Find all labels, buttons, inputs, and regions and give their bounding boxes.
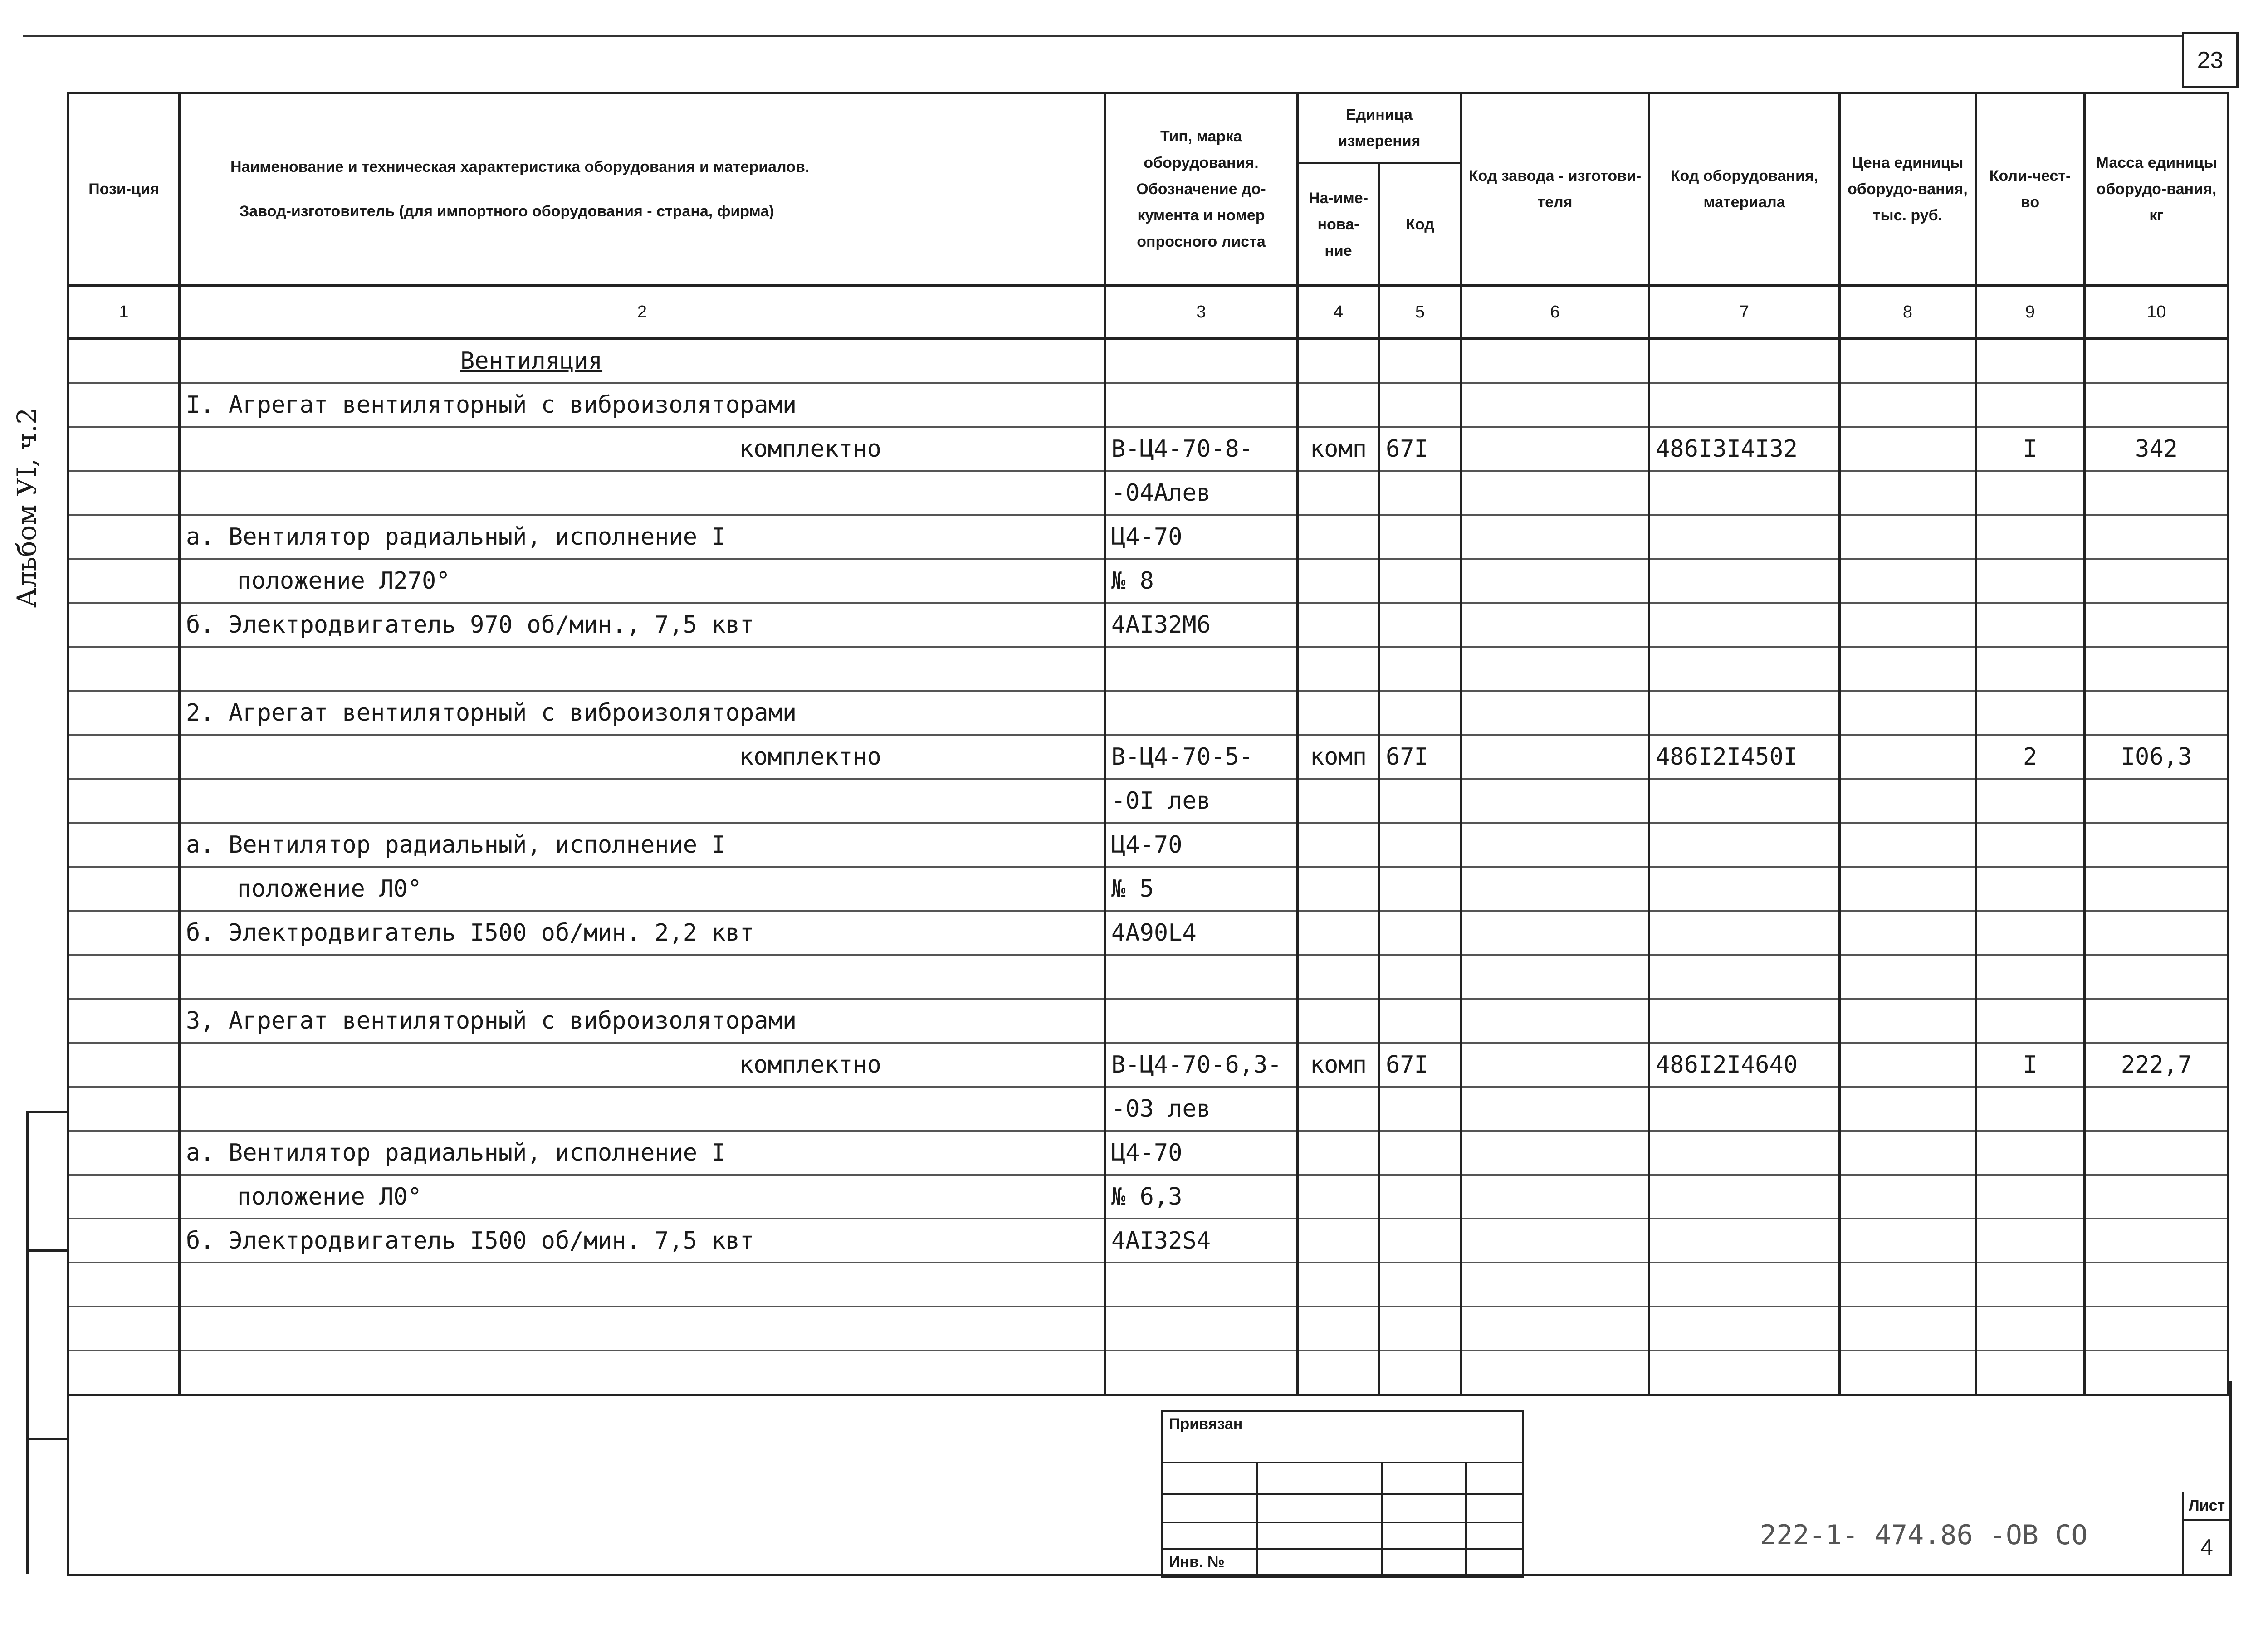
cell-plant-code (1461, 911, 1649, 955)
cell-plant-code (1461, 955, 1649, 999)
cell-unit-code (1379, 691, 1461, 735)
cell-price (1840, 823, 1976, 867)
cell-mass (2085, 339, 2229, 383)
side-strip-divider (26, 1438, 69, 1440)
cell-equipment-code (1649, 1087, 1840, 1131)
header-type: Тип, марка оборудования. Обозначение до-кумента и номер опросного листа (1105, 93, 1298, 286)
cell-unit (1298, 471, 1379, 515)
cell-type (1105, 647, 1298, 691)
cell-mass (2085, 999, 2229, 1043)
cell-plant-code (1461, 1043, 1649, 1087)
header-equipment-code: Код оборудования, материала (1649, 93, 1840, 286)
cell-unit (1298, 603, 1379, 647)
cell-unit-code (1379, 603, 1461, 647)
cell-name: 3, Агрегат вентиляторный с виброизоляторами (180, 999, 1105, 1043)
cell-equipment-code: 486I2I4640 (1649, 1043, 1840, 1087)
cell-mass (2085, 647, 2229, 691)
cell-price (1840, 1307, 1976, 1351)
cell-quantity (1976, 691, 2085, 735)
cell-unit-code: 67I (1379, 1043, 1461, 1087)
cell-unit-code (1379, 955, 1461, 999)
header-unit-group: Единица измерения (1298, 93, 1461, 163)
cell-quantity (1976, 823, 2085, 867)
cell-mass (2085, 955, 2229, 999)
cell-price (1840, 1175, 1976, 1219)
cell-price (1840, 1131, 1976, 1175)
cell-type: В-Ц4-70-5- (1105, 735, 1298, 779)
cell-unit: комп (1298, 1043, 1379, 1087)
cell-unit-code (1379, 823, 1461, 867)
cell-mass (2085, 515, 2229, 559)
cell-plant-code (1461, 691, 1649, 735)
stamp-divider (1163, 1522, 1522, 1523)
cell-unit-code (1379, 1307, 1461, 1351)
cell-price (1840, 955, 1976, 999)
cell-mass (2085, 779, 2229, 823)
table-row (68, 691, 2229, 735)
cell-unit-code (1379, 779, 1461, 823)
table-row (68, 1263, 2229, 1307)
cell-equipment-code (1649, 955, 1840, 999)
cell-name: б. Электродвигатель 970 об/мин., 7,5 квт (180, 603, 1105, 647)
table-row (68, 823, 2229, 867)
cell-mass (2085, 383, 2229, 427)
table-row (68, 1307, 2229, 1351)
table-row (68, 955, 2229, 999)
cell-plant-code (1461, 1131, 1649, 1175)
cell-position (68, 999, 180, 1043)
sheet-list-box (2182, 1492, 2229, 1574)
cell-mass (2085, 691, 2229, 735)
cell-quantity (1976, 1307, 2085, 1351)
cell-equipment-code (1649, 823, 1840, 867)
stamp-divider (1163, 1462, 1522, 1463)
cell-equipment-code (1649, 867, 1840, 911)
cell-name: комплектно (180, 427, 1105, 471)
cell-mass (2085, 1307, 2229, 1351)
cell-type: 4АI32М6 (1105, 603, 1298, 647)
specification-table (67, 92, 2229, 1396)
cell-position (68, 1087, 180, 1131)
cell-plant-code (1461, 427, 1649, 471)
cell-equipment-code (1649, 647, 1840, 691)
cell-type: -04Алев (1105, 471, 1298, 515)
cell-position (68, 1043, 180, 1087)
cell-unit (1298, 559, 1379, 603)
cell-unit (1298, 1175, 1379, 1219)
column-number: 10 (2085, 286, 2229, 339)
stamp-divider (1163, 1493, 1522, 1495)
cell-type (1105, 1263, 1298, 1307)
cell-quantity (1976, 515, 2085, 559)
cell-equipment-code (1649, 1263, 1840, 1307)
table-row (68, 1131, 2229, 1175)
cell-type: № 8 (1105, 559, 1298, 603)
cell-unit-code (1379, 559, 1461, 603)
table-row (68, 427, 2229, 471)
cell-quantity: 2 (1976, 735, 2085, 779)
binding-stamp (1161, 1410, 1524, 1578)
table-row (68, 1087, 2229, 1131)
cell-unit (1298, 1087, 1379, 1131)
cell-price (1840, 383, 1976, 427)
cell-position (68, 779, 180, 823)
table-row (68, 735, 2229, 779)
cell-quantity (1976, 1175, 2085, 1219)
column-number: 9 (1976, 286, 2085, 339)
header-mass: Масса единицы оборудо-вания, кг (2085, 93, 2229, 286)
cell-unit (1298, 911, 1379, 955)
cell-position (68, 691, 180, 735)
cell-type: В-Ц4-70-6,3- (1105, 1043, 1298, 1087)
cell-name: положение Л270° (180, 559, 1105, 603)
cell-unit (1298, 1131, 1379, 1175)
cell-name: а. Вентилятор радиальный, исполнение I (180, 515, 1105, 559)
cell-plant-code (1461, 1263, 1649, 1307)
sheet-number: 23 (2182, 32, 2239, 88)
cell-equipment-code (1649, 559, 1840, 603)
table-row (68, 647, 2229, 691)
header-name-line1: Наименование и техническая характеристика оборудования и материалов. (230, 158, 810, 176)
cell-unit-code: 67I (1379, 427, 1461, 471)
cell-price (1840, 1087, 1976, 1131)
cell-unit (1298, 339, 1379, 383)
cell-equipment-code (1649, 911, 1840, 955)
cell-type (1105, 999, 1298, 1043)
table-row (68, 867, 2229, 911)
cell-equipment-code (1649, 471, 1840, 515)
cell-type: -03 лев (1105, 1087, 1298, 1131)
cell-plant-code (1461, 1175, 1649, 1219)
cell-mass (2085, 1087, 2229, 1131)
section-heading: Вентиляция (460, 347, 603, 375)
cell-name (180, 1087, 1105, 1131)
cell-name: I. Агрегат вентиляторный с виброизоляторами (180, 383, 1105, 427)
cell-type: 4АI32S4 (1105, 1219, 1298, 1263)
cell-plant-code (1461, 515, 1649, 559)
cell-price (1840, 515, 1976, 559)
cell-unit-code (1379, 999, 1461, 1043)
table-row (68, 1175, 2229, 1219)
cell-type (1105, 955, 1298, 999)
cell-quantity (1976, 911, 2085, 955)
header-price: Цена единицы оборудо-вания, тыс. руб. (1840, 93, 1976, 286)
cell-mass: I06,3 (2085, 735, 2229, 779)
cell-position (68, 515, 180, 559)
cell-type: В-Ц4-70-8- (1105, 427, 1298, 471)
header-name (180, 93, 1105, 286)
header-unit-name: На-име-нова-ние (1298, 163, 1379, 286)
header-unit-code: Код (1379, 163, 1461, 286)
cell-type: Ц4-70 (1105, 515, 1298, 559)
cell-unit-code (1379, 1087, 1461, 1131)
cell-quantity (1976, 1087, 2085, 1131)
cell-position (68, 1131, 180, 1175)
cell-quantity: I (1976, 427, 2085, 471)
cell-plant-code (1461, 559, 1649, 603)
cell-unit (1298, 691, 1379, 735)
cell-equipment-code (1649, 339, 1840, 383)
cell-name (180, 339, 1105, 383)
table-row (68, 471, 2229, 515)
cell-mass (2085, 1131, 2229, 1175)
cell-mass (2085, 823, 2229, 867)
cell-plant-code (1461, 1087, 1649, 1131)
cell-type: Ц4-70 (1105, 823, 1298, 867)
cell-price (1840, 1043, 1976, 1087)
cell-quantity (1976, 1131, 2085, 1175)
cell-price (1840, 735, 1976, 779)
header-position: Пози-ция (68, 93, 180, 286)
cell-equipment-code: 486I2I450I (1649, 735, 1840, 779)
cell-price (1840, 471, 1976, 515)
table-row (68, 383, 2229, 427)
cell-position (68, 603, 180, 647)
cell-unit-code (1379, 1131, 1461, 1175)
cell-quantity (1976, 603, 2085, 647)
cell-position (68, 735, 180, 779)
top-border-line (23, 35, 2182, 37)
cell-unit-code (1379, 383, 1461, 427)
cell-position (68, 1307, 180, 1351)
cell-plant-code (1461, 735, 1649, 779)
cell-unit-code (1379, 911, 1461, 955)
cell-type: 4А90L4 (1105, 911, 1298, 955)
cell-mass (2085, 1175, 2229, 1219)
cell-unit (1298, 1307, 1379, 1351)
cell-quantity (1976, 779, 2085, 823)
cell-position (68, 867, 180, 911)
table-row (68, 515, 2229, 559)
table-row (68, 603, 2229, 647)
cell-position (68, 1263, 180, 1307)
cell-price (1840, 911, 1976, 955)
cell-name: положение Л0° (180, 867, 1105, 911)
header-quantity: Коли-чест-во (1976, 93, 2085, 286)
cell-mass (2085, 471, 2229, 515)
cell-price (1840, 427, 1976, 471)
cell-equipment-code: 486I3I4I32 (1649, 427, 1840, 471)
cell-name: комплектно (180, 735, 1105, 779)
cell-plant-code (1461, 383, 1649, 427)
cell-position (68, 911, 180, 955)
cell-unit-code (1379, 339, 1461, 383)
cell-name (180, 1307, 1105, 1351)
cell-position (68, 1219, 180, 1263)
cell-equipment-code (1649, 603, 1840, 647)
column-number: 5 (1379, 286, 1461, 339)
cell-name (180, 955, 1105, 999)
cell-position (68, 1175, 180, 1219)
cell-quantity (1976, 867, 2085, 911)
cell-type: № 5 (1105, 867, 1298, 911)
cell-unit (1298, 515, 1379, 559)
cell-price (1840, 1219, 1976, 1263)
cell-position (68, 955, 180, 999)
stamp-title: Привязан (1169, 1415, 1243, 1433)
document-number: 222-1- 474.86 -ОВ СО (1760, 1519, 2088, 1551)
cell-position (68, 427, 180, 471)
cell-plant-code (1461, 999, 1649, 1043)
cell-unit (1298, 955, 1379, 999)
cell-mass (2085, 1263, 2229, 1307)
cell-plant-code (1461, 1219, 1649, 1263)
cell-position (68, 647, 180, 691)
cell-type (1105, 1307, 1298, 1351)
cell-mass (2085, 911, 2229, 955)
cell-price (1840, 559, 1976, 603)
cell-unit (1298, 999, 1379, 1043)
cell-price (1840, 603, 1976, 647)
header-name-line2: Завод-изготовитель (для импортного оборудования - страна, фирма) (240, 203, 774, 220)
column-number: 2 (180, 286, 1105, 339)
side-strip-divider (26, 1111, 69, 1113)
cell-mass (2085, 603, 2229, 647)
cell-unit: комп (1298, 735, 1379, 779)
cell-unit-code (1379, 515, 1461, 559)
table-row (68, 339, 2229, 383)
cell-name: б. Электродвигатель I500 об/мин. 2,2 квт (180, 911, 1105, 955)
cell-unit (1298, 1263, 1379, 1307)
table-row (68, 1043, 2229, 1087)
column-number: 1 (68, 286, 180, 339)
cell-type (1105, 691, 1298, 735)
cell-unit-code (1379, 1263, 1461, 1307)
column-number: 4 (1298, 286, 1379, 339)
stamp-divider (1256, 1463, 1258, 1576)
cell-unit (1298, 823, 1379, 867)
cell-unit-code: 67I (1379, 735, 1461, 779)
cell-position (68, 383, 180, 427)
cell-unit-code (1379, 1219, 1461, 1263)
cell-quantity (1976, 647, 2085, 691)
cell-name: комплектно (180, 1043, 1105, 1087)
cell-equipment-code (1649, 515, 1840, 559)
cell-equipment-code (1649, 691, 1840, 735)
cell-position (68, 823, 180, 867)
cell-unit (1298, 1219, 1379, 1263)
cell-price (1840, 647, 1976, 691)
cell-plant-code (1461, 867, 1649, 911)
cell-unit-code (1379, 471, 1461, 515)
cell-unit (1298, 867, 1379, 911)
cell-price (1840, 1263, 1976, 1307)
cell-unit-code (1379, 867, 1461, 911)
cell-name: а. Вентилятор радиальный, исполнение I (180, 823, 1105, 867)
stamp-divider (1163, 1548, 1522, 1550)
cell-plant-code (1461, 471, 1649, 515)
cell-type (1105, 383, 1298, 427)
cell-equipment-code (1649, 999, 1840, 1043)
cell-plant-code (1461, 823, 1649, 867)
cell-price (1840, 779, 1976, 823)
cell-quantity (1976, 999, 2085, 1043)
cell-unit (1298, 647, 1379, 691)
cell-equipment-code (1649, 1131, 1840, 1175)
cell-type (1105, 339, 1298, 383)
cell-position (68, 559, 180, 603)
cell-price (1840, 691, 1976, 735)
cell-equipment-code (1649, 1307, 1840, 1351)
cell-plant-code (1461, 779, 1649, 823)
album-side-label: Альбом УI, ч.2 (11, 407, 42, 608)
cell-unit (1298, 383, 1379, 427)
cell-mass (2085, 867, 2229, 911)
cell-name: положение Л0° (180, 1175, 1105, 1219)
table-row (68, 911, 2229, 955)
cell-name (180, 471, 1105, 515)
side-strip-border (26, 1111, 29, 1574)
column-number: 6 (1461, 286, 1649, 339)
cell-quantity (1976, 1219, 2085, 1263)
sheet-list-value: 4 (2200, 1535, 2213, 1560)
cell-plant-code (1461, 603, 1649, 647)
cell-name (180, 1263, 1105, 1307)
cell-equipment-code (1649, 1219, 1840, 1263)
cell-mass (2085, 1219, 2229, 1263)
column-number: 7 (1649, 286, 1840, 339)
cell-name: б. Электродвигатель I500 об/мин. 7,5 квт (180, 1219, 1105, 1263)
cell-mass (2085, 559, 2229, 603)
cell-plant-code (1461, 339, 1649, 383)
stamp-divider (1381, 1463, 1383, 1576)
cell-unit-code (1379, 647, 1461, 691)
table-row (68, 559, 2229, 603)
cell-price (1840, 867, 1976, 911)
cell-name (180, 647, 1105, 691)
cell-equipment-code (1649, 1175, 1840, 1219)
table-row (68, 999, 2229, 1043)
sheet-list-label: Лист (2184, 1492, 2229, 1521)
table-row (68, 779, 2229, 823)
cell-price (1840, 339, 1976, 383)
column-number: 8 (1840, 286, 1976, 339)
cell-plant-code (1461, 1307, 1649, 1351)
cell-price (1840, 999, 1976, 1043)
side-strip-divider (26, 1249, 69, 1252)
cell-position (68, 471, 180, 515)
cell-equipment-code (1649, 383, 1840, 427)
cell-unit: комп (1298, 427, 1379, 471)
cell-mass: 222,7 (2085, 1043, 2229, 1087)
cell-type: -0I лев (1105, 779, 1298, 823)
table-row (68, 1219, 2229, 1263)
cell-name (180, 779, 1105, 823)
cell-unit (1298, 779, 1379, 823)
column-number: 3 (1105, 286, 1298, 339)
cell-type: № 6,3 (1105, 1175, 1298, 1219)
cell-position (68, 339, 180, 383)
cell-quantity (1976, 955, 2085, 999)
cell-quantity (1976, 1263, 2085, 1307)
cell-name: а. Вентилятор радиальный, исполнение I (180, 1131, 1105, 1175)
cell-name: 2. Агрегат вентиляторный с виброизоляторами (180, 691, 1105, 735)
cell-unit-code (1379, 1175, 1461, 1219)
cell-type: Ц4-70 (1105, 1131, 1298, 1175)
stamp-divider (1465, 1463, 1467, 1576)
cell-equipment-code (1649, 779, 1840, 823)
inventory-number-label: Инв. № (1169, 1553, 1225, 1571)
cell-quantity (1976, 471, 2085, 515)
cell-plant-code (1461, 647, 1649, 691)
cell-quantity (1976, 559, 2085, 603)
cell-quantity (1976, 339, 2085, 383)
header-plant-code: Код завода - изготови-теля (1461, 93, 1649, 286)
cell-mass: 342 (2085, 427, 2229, 471)
cell-quantity: I (1976, 1043, 2085, 1087)
cell-quantity (1976, 383, 2085, 427)
